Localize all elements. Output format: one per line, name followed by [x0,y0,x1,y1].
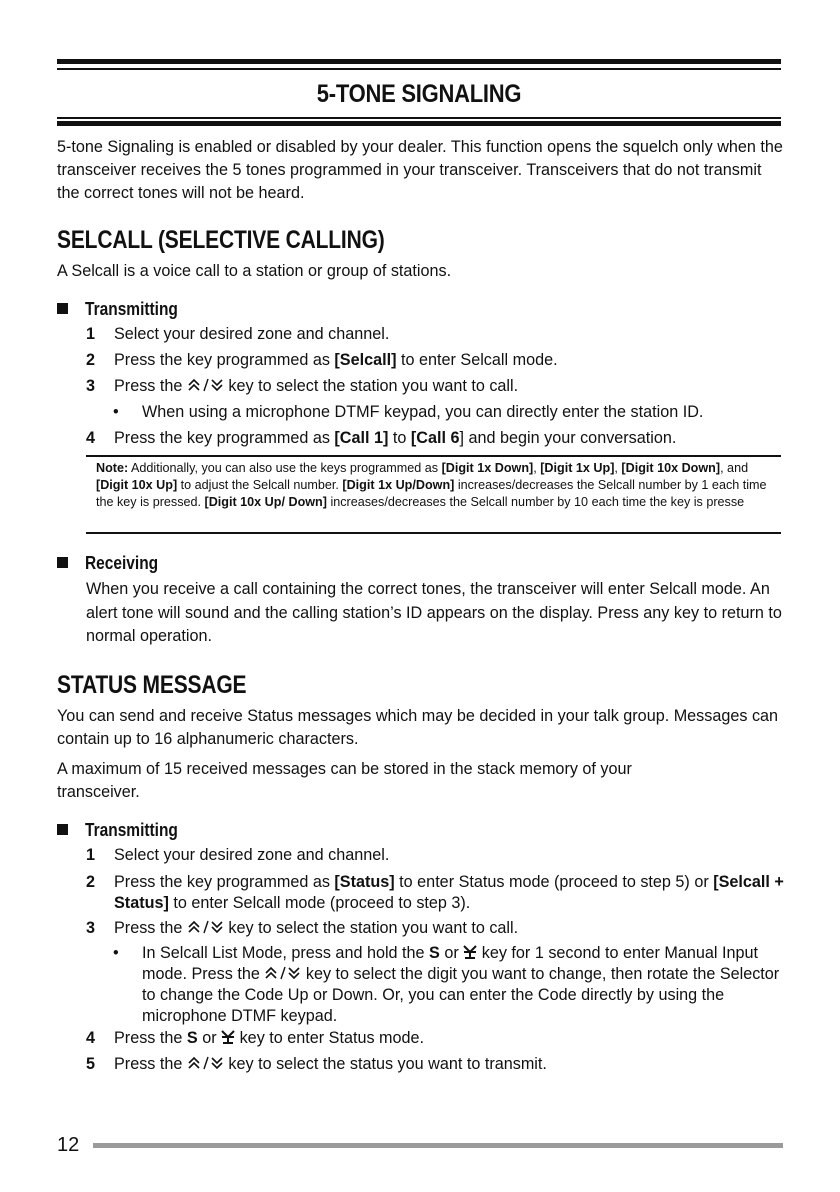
selcall-transmitting-heading: Transmitting [57,299,193,320]
section-marker [57,557,68,568]
up-down-arrow-key-icon [187,378,224,392]
footer-rule [93,1143,783,1148]
note-bottom-rule [86,532,781,534]
note-text: Note: Additionally, you can also use the keys programmed as [Digit 1x Down], [Digit 1x Up], [Digit 10x Down], and [Digit 10x Up] to adjust the Selcall number. [Digit 1x Up/Down] increases/decreases the Selcall number by 1 each time the key is pressed. [Digit 10x Up/ Down] increases/decreases the Selcall number by 10 each time the key is presse [96,461,767,509]
status-transmitting-heading: Transmitting [57,820,193,841]
selcall-heading: SELCALL (SELECTIVE CALLING) [57,226,385,254]
intro-paragraph: 5-tone Signaling is enabled or disabled by your dealer. This function opens the squelch only when the transceiver receives the 5 tones programmed in your transceiver. Transceivers that do not transmit the correct tones will not be heard. [57,138,783,202]
section-marker [57,303,68,314]
up-down-arrow-key-icon [264,966,301,980]
page-number: 12 [57,1134,80,1156]
star-key-icon [221,1030,235,1044]
status-paragraph-2: A maximum of 15 received messages can be stored in the stack memory of your transceiver. [57,760,632,801]
up-down-arrow-key-icon [187,1056,224,1070]
star-key-icon [463,945,477,959]
top-rule-thin [57,68,781,70]
title-rule-thin [57,117,781,119]
top-rule-thick [57,59,781,64]
selcall-receiving-heading: Receiving [57,553,170,574]
page-title: 5-TONE SIGNALING [316,80,522,108]
note-top-rule [86,455,781,457]
receiving-paragraph: When you receive a call containing the correct tones, the transceiver will enter Selcall mode. An alert tone will sound and the calling station’s ID appears on the display. Press any key to return to normal operation. [86,580,782,645]
status-paragraph-1: You can send and receive Status messages which may be decided in your talk group. Messages can contain up to 16 alphanumeric characters. [57,707,779,748]
section-marker [57,824,68,835]
up-down-arrow-key-icon [187,920,224,934]
status-heading: STATUS MESSAGE [57,671,247,699]
selcall-intro: A Selcall is a voice call to a station or group of stations. [57,262,452,280]
title-rule-thick [57,121,781,126]
